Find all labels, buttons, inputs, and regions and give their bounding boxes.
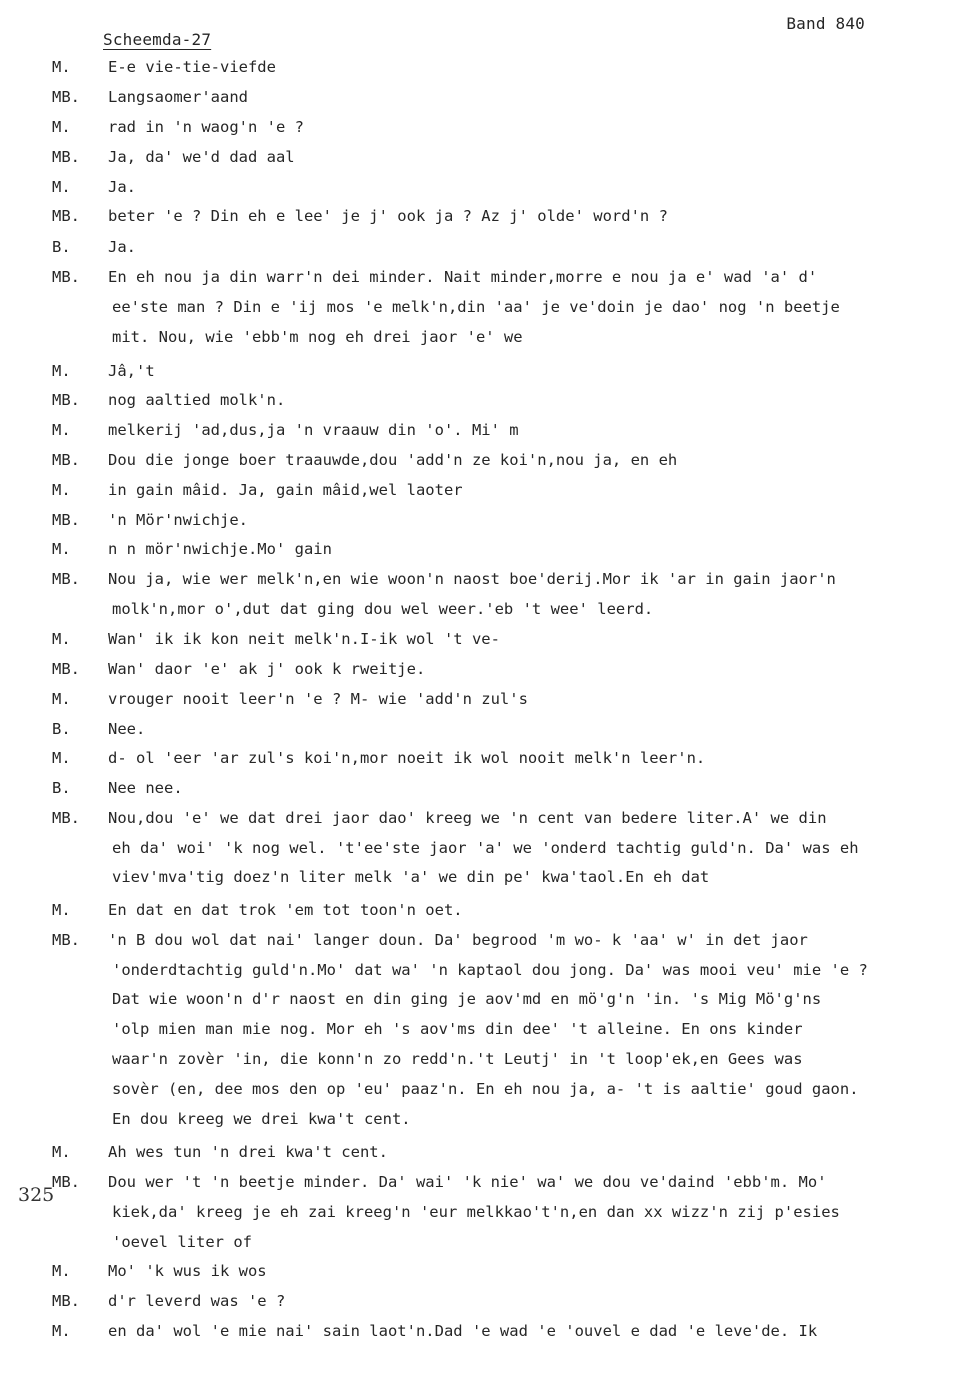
utterance-text: en da' wol 'e mie nai' sain laot'n.Dad 'e wad 'e 'ouvel e dad 'e leve'de. Ik — [108, 1322, 818, 1340]
transcript-line — [0, 660, 979, 684]
speaker-label: MB. — [52, 511, 80, 529]
speaker-label: MB. — [52, 88, 80, 106]
utterance-text: nog aaltied molk'n. — [108, 391, 286, 409]
transcript-line — [0, 268, 979, 292]
speaker-label: M. — [52, 630, 71, 648]
utterance-text: rad in 'n waog'n 'e ? — [108, 118, 304, 136]
utterance-text: d'r leverd was 'e ? — [108, 1292, 286, 1310]
utterance-text: Wan' ik ik kon neit melk'n.I-ik wol 't ve- — [108, 630, 500, 648]
utterance-text: Ah wes tun 'n drei kwa't cent. — [108, 1143, 388, 1161]
document-title: Scheemda-27 — [103, 30, 212, 49]
transcript-line — [0, 1233, 979, 1257]
utterance-text: 'n Mör'nwichje. — [108, 511, 248, 529]
transcript-line — [0, 451, 979, 475]
margin-number: 325 — [18, 1184, 55, 1206]
transcript-line — [0, 88, 979, 112]
utterance-text: En dou kreeg we drei kwa't cent. — [112, 1110, 411, 1128]
utterance-text: waar'n zovèr 'in, die konn'n zo redd'n.'t Leutj' in 't loop'ek,en Gees was — [112, 1050, 803, 1068]
transcript-line — [0, 901, 979, 925]
transcript-line — [0, 1143, 979, 1167]
transcript-line — [0, 1292, 979, 1316]
speaker-label: MB. — [52, 391, 80, 409]
speaker-label: B. — [52, 720, 71, 738]
utterance-text: Ja. — [108, 178, 136, 196]
speaker-label: M. — [52, 481, 71, 499]
speaker-label: M. — [52, 1262, 71, 1280]
utterance-text: mit. Nou, wie 'ebb'm nog eh drei jaor 'e' we — [112, 328, 523, 346]
utterance-text: beter 'e ? Din eh e lee' je j' ook ja ? Az j' olde' word'n ? — [108, 207, 668, 225]
utterance-text: Nou ja, wie wer melk'n,en wie woon'n naost boe'derij.Mor ik 'ar in gain jaor'n — [108, 570, 836, 588]
utterance-text: viev'mva'tig doez'n liter melk 'a' we din pe' kwa'taol.En eh dat — [112, 868, 710, 886]
speaker-label: M. — [52, 421, 71, 439]
speaker-label: MB. — [52, 1292, 80, 1310]
utterance-text: eh da' woi' 'k nog wel. 't'ee'ste jaor 'a' we 'onderd tachtig guld'n. Da' was eh — [112, 839, 859, 857]
speaker-label: M. — [52, 362, 71, 380]
utterance-text: Nee. — [108, 720, 146, 738]
transcript-line — [0, 779, 979, 803]
speaker-label: M. — [52, 540, 71, 558]
transcript-line — [0, 118, 979, 142]
utterance-text: molk'n,mor o',dut dat ging dou wel weer.'eb 't wee' leerd. — [112, 600, 654, 618]
transcript-line — [0, 839, 979, 863]
transcript-line — [0, 1080, 979, 1104]
speaker-label: B. — [52, 779, 71, 797]
transcript-line — [0, 570, 979, 594]
utterance-text: 'n B dou wol dat nai' langer doun. Da' begrood 'm wo- k 'aa' w' in det jaor — [108, 931, 808, 949]
speaker-label: M. — [52, 749, 71, 767]
utterance-text: Nee nee. — [108, 779, 183, 797]
utterance-text: E-e vie-tie-viefde — [108, 58, 276, 76]
transcript-line — [0, 540, 979, 564]
band-label: Band 840 — [786, 14, 865, 33]
utterance-text: d- ol 'eer 'ar zul's koi'n,mor noeit ik wol nooit melk'n leer'n. — [108, 749, 706, 767]
transcript-line — [0, 868, 979, 892]
utterance-text: sovèr (en, dee mos den op 'eu' paaz'n. En eh nou ja, a- 't is aaltie' goud gaon. — [112, 1080, 859, 1098]
transcript-line — [0, 362, 979, 386]
utterance-text: En dat en dat trok 'em tot toon'n oet. — [108, 901, 463, 919]
utterance-text: Langsaomer'aand — [108, 88, 248, 106]
transcript-line — [0, 58, 979, 82]
utterance-text: melkerij 'ad,dus,ja 'n vraauw din 'o'. Mi' m — [108, 421, 519, 439]
utterance-text: in gain mâid. Ja, gain mâid,wel laoter — [108, 481, 463, 499]
speaker-label: MB. — [52, 1173, 80, 1191]
transcript-line — [0, 1050, 979, 1074]
speaker-label: M. — [52, 1322, 71, 1340]
transcript-line — [0, 1203, 979, 1227]
speaker-label: M. — [52, 58, 71, 76]
utterance-text: vrouger nooit leer'n 'e ? M- wie 'add'n zul's — [108, 690, 528, 708]
transcript-line — [0, 990, 979, 1014]
speaker-label: MB. — [52, 148, 80, 166]
transcript-line — [0, 328, 979, 352]
utterance-text: Dou wer 't 'n beetje minder. Da' wai' 'k nie' wa' we dou ve'daind 'ebb'm. Mo' — [108, 1173, 827, 1191]
utterance-text: ee'ste man ? Din e 'ij mos 'e melk'n,din 'aa' je ve'doin je dao' nog 'n beetje — [112, 298, 840, 316]
speaker-label: B. — [52, 238, 71, 256]
speaker-label: MB. — [52, 207, 80, 225]
transcript-line — [0, 720, 979, 744]
transcript-line — [0, 600, 979, 624]
transcript-line — [0, 1173, 979, 1197]
transcript-line — [0, 1322, 979, 1346]
utterance-text: 'olp mien man mie nog. Mor eh 's aov'ms din dee' 't alleine. En ons kinder — [112, 1020, 803, 1038]
transcript-line — [0, 421, 979, 445]
speaker-label: M. — [52, 901, 71, 919]
speaker-label: MB. — [52, 268, 80, 286]
speaker-label: M. — [52, 118, 71, 136]
utterance-text: Ja. — [108, 238, 136, 256]
transcript-line — [0, 690, 979, 714]
speaker-label: MB. — [52, 931, 80, 949]
speaker-label: MB. — [52, 570, 80, 588]
transcript-line — [0, 391, 979, 415]
speaker-label: M. — [52, 690, 71, 708]
transcript-line — [0, 961, 979, 985]
utterance-text: En eh nou ja din warr'n dei minder. Nait minder,morre e nou ja e' wad 'a' d' — [108, 268, 818, 286]
utterance-text: Ja, da' we'd dad aal — [108, 148, 295, 166]
utterance-text: Wan' daor 'e' ak j' ook k rweitje. — [108, 660, 426, 678]
speaker-label: M. — [52, 178, 71, 196]
transcript-line — [0, 298, 979, 322]
transcript-line — [0, 1262, 979, 1286]
utterance-text: kiek,da' kreeg je eh zai kreeg'n 'eur melkkao't'n,en dan xx wizz'n zij p'esies — [112, 1203, 840, 1221]
transcript-line — [0, 809, 979, 833]
utterance-text: Dou die jonge boer traauwde,dou 'add'n ze koi'n,nou ja, en eh — [108, 451, 678, 469]
transcript-line — [0, 511, 979, 535]
transcript-line — [0, 148, 979, 172]
transcript-line — [0, 1110, 979, 1134]
utterance-text: 'onderdtachtig guld'n.Mo' dat wa' 'n kaptaol dou jong. Da' was mooi veu' mie 'e ? — [112, 961, 868, 979]
transcript-line — [0, 481, 979, 505]
transcript-line — [0, 238, 979, 262]
transcript-line — [0, 630, 979, 654]
utterance-text: Dat wie woon'n d'r naost en din ging je aov'md en mö'g'n 'in. 's Mig Mö'g'ns — [112, 990, 822, 1008]
utterance-text: Mo' 'k wus ik wos — [108, 1262, 267, 1280]
transcript-line — [0, 931, 979, 955]
speaker-label: MB. — [52, 660, 80, 678]
transcript-line — [0, 178, 979, 202]
utterance-text: Nou,dou 'e' we dat drei jaor dao' kreeg we 'n cent van bedere liter.A' we din — [108, 809, 827, 827]
transcript-line — [0, 207, 979, 231]
speaker-label: MB. — [52, 451, 80, 469]
transcript-line — [0, 749, 979, 773]
speaker-label: M. — [52, 1143, 71, 1161]
utterance-text: 'oevel liter of — [112, 1233, 252, 1251]
utterance-text: n n mör'nwichje.Mo' gain — [108, 540, 332, 558]
transcript-line — [0, 1020, 979, 1044]
utterance-text: Jâ,'t — [108, 362, 155, 380]
speaker-label: MB. — [52, 809, 80, 827]
